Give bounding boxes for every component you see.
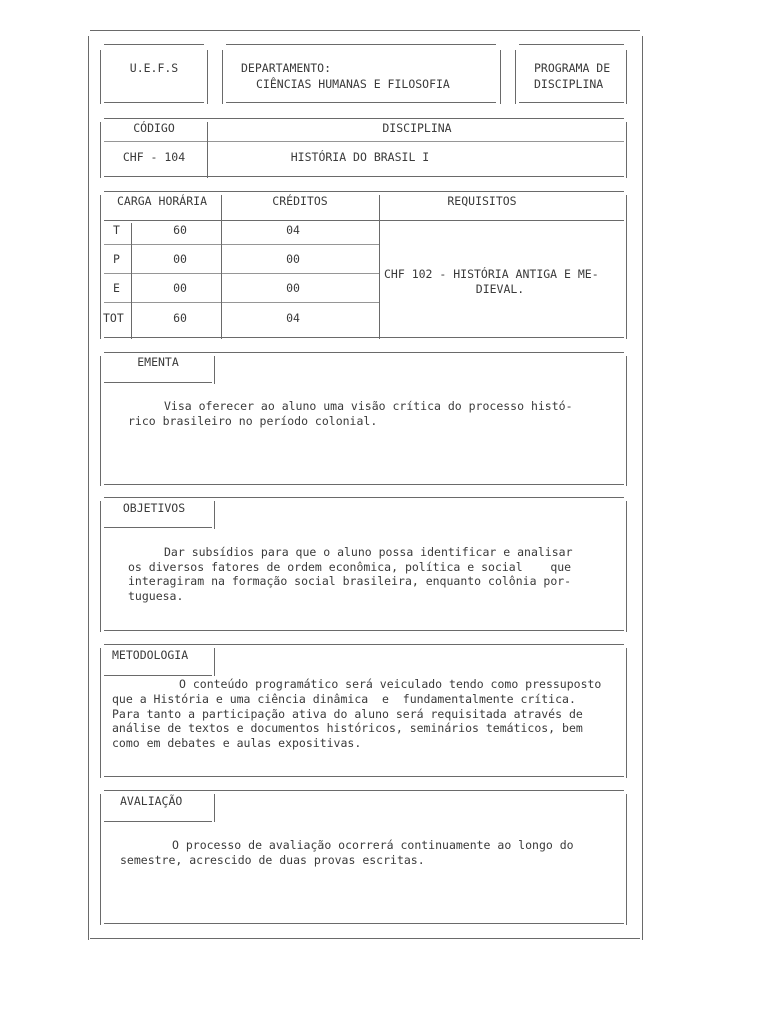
outer-frame-bottom [90,938,640,939]
objetivos-title: OBJETIVOS [122,501,186,515]
ementa-line2: rico brasileiro no período colonial. [128,414,378,428]
requirements-label: REQUISITOS [447,194,517,208]
metodologia-title: METODOLOGIA [112,648,189,662]
objetivos-line2: os diversos fatores de ordem econômica, política e social que [128,560,572,574]
course-name: HISTÓRIA DO BRASIL I [290,150,430,164]
objetivos-line4: tuguesa. [128,589,184,603]
course-code: CHF - 104 [122,150,186,164]
institution-name: U.E.F.S [129,61,179,75]
discipline-label: DISCIPLINA [382,121,452,135]
ementa-line1: Visa oferecer ao aluno uma visão crítica do processo histó- [164,399,573,413]
metodologia-line5: como em debates e aulas expositivas. [112,736,362,750]
metodologia-line3: Para tanto a participação ativa do aluno será requisitada através de [112,707,583,721]
objetivos-line1: Dar subsídios para que o aluno possa identificar e analisar [164,545,573,559]
program-title-line1: PROGRAMA DE [534,61,611,75]
workload-label: CARGA HORÁRIA [116,194,207,208]
workload-credits-e: 00 [286,281,300,295]
credits-label: CRÉDITOS [272,194,328,208]
workload-type-e: E [113,281,120,295]
department-name: CIÊNCIAS HUMANAS E FILOSOFIA [256,77,450,91]
workload-credits-t: 04 [286,223,300,237]
code-label: CÓDIGO [133,121,175,135]
outer-frame-left [88,36,89,940]
avaliacao-line2: semestre, acrescido de duas provas escritas. [120,853,425,867]
metodologia-line2: que a História e uma ciência dinâmica e fundamentalmente crítica. [112,692,576,706]
workload-type-p: P [113,252,120,266]
ementa-title: EMENTA [137,355,179,369]
workload-hours-p: 00 [173,252,187,266]
workload-type-t: T [113,223,120,237]
avaliacao-title: AVALIAÇÃO [120,794,183,808]
metodologia-line1: O conteúdo programático será veiculado tendo como pressuposto [179,677,602,691]
workload-credits-tot: 04 [286,311,300,325]
department-label: DEPARTAMENTO: [241,61,332,75]
requirement-line1: CHF 102 - HISTÓRIA ANTIGA E ME- [384,267,599,281]
outer-frame-right [642,36,643,940]
workload-hours-tot: 60 [173,311,187,325]
workload-hours-e: 00 [173,281,187,295]
program-title-line2: DISCIPLINA [534,77,604,91]
requirement-line2: DIEVAL. [475,282,525,296]
metodologia-line4: análise de textos e documentos históricos, seminários temáticos, bem [112,721,583,735]
workload-type-tot: TOT [103,311,124,325]
workload-hours-t: 60 [173,223,187,237]
outer-frame-top [90,30,640,31]
avaliacao-line1: O processo de avaliação ocorrerá continuamente ao longo do [172,838,574,852]
workload-credits-p: 00 [286,252,300,266]
objetivos-line3: interagiram na formação social brasileira, enquanto colônia por- [128,574,572,588]
